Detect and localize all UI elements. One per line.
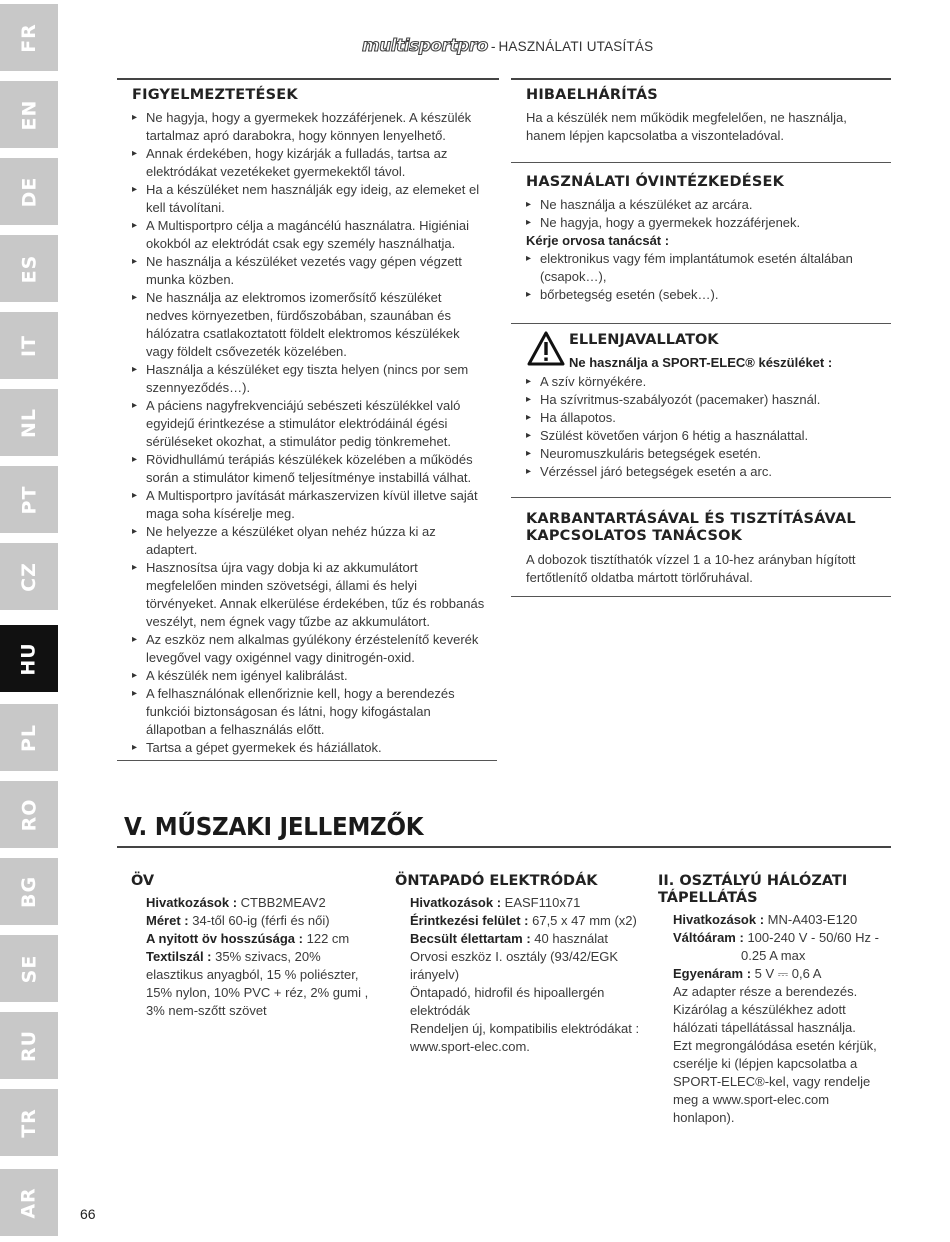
page-header (362, 36, 653, 56)
list-item: ▸ Ne használja az elektromos izomerősítő készüléket nedves környezetben, fürdőszobában, szaunában és hálózatra csatlakoztatott földelt elektromos készülékek vagy földelt csővezeték közelében. (132, 289, 487, 361)
specs-title: V. MŰSZAKI JELLEMZŐK (124, 812, 424, 841)
list-item: ▸ A páciens nagyfrekvenciájú sebészeti készülékkel való egyidejű érintkezése a stimulátor elektródáinál égési sérüléseket okozhat, a stimulátor pedig tönkremehet. (132, 397, 487, 451)
list-item: ▸ Szülést követően várjon 6 hétig a használattal. (526, 427, 888, 445)
precautions-list (526, 196, 888, 232)
list-item: ▸ Neuromuszkuláris betegségek esetén. (526, 445, 888, 463)
troubleshooting-title: HIBAELHÁRÍTÁS (526, 87, 658, 103)
contraindications-subtitle: Ne használja a SPORT-ELEC® készüléket : (569, 355, 833, 370)
doctor-advice-label: Kérje orvosa tanácsát : (526, 233, 670, 248)
lang-tab-bg[interactable]: BG (0, 858, 58, 925)
lang-tab-fr[interactable]: FR (0, 4, 58, 71)
list-item: ▸ Ne hagyja, hogy a gyermekek hozzáférjenek. A készülék tartalmaz apró darabokra, hogy könnyen lenyelhető. (132, 109, 487, 145)
list-item: ▸ Vérzéssel járó betegségek esetén a arc. (526, 463, 888, 481)
lang-tab-en[interactable]: EN (0, 81, 58, 148)
section-rule (511, 78, 891, 80)
belt-title: ÖV (131, 873, 155, 889)
section-rule (511, 162, 891, 163)
brand-logo: multisportpro (362, 36, 488, 56)
list-item: ▸ Ne hagyja, hogy a gyermekek hozzáférjenek. (526, 214, 888, 232)
spec-belt: ÖV Hivatkozások : CTBB2MEAV2 Méret : 34-től 60-ig (férfi és női) A nyitott öv hosszúsága : 122 cm Textilszál : 35% szivacs, 20% elasztikus anyagból, 15 % poliészter, 15% nylon, 10% PVC + réz, 2% gumi , 3% nem-szőtt szövet (131, 873, 371, 1020)
warning-triangle-icon (527, 331, 565, 367)
lang-tab-pt[interactable]: PT (0, 466, 58, 533)
maintenance-title: KARBANTARTÁSÁVAL ÉS TISZTÍTÁSÁVAL KAPCSOLATOS TANÁCSOK (526, 511, 856, 544)
precautions-title: HASZNÁLATI ÓVINTÉZKEDÉSEK (526, 174, 785, 190)
warnings-list (132, 109, 487, 757)
lang-tab-ru[interactable]: RU (0, 1012, 58, 1079)
list-item: ▸ Ha állapotos. (526, 409, 888, 427)
list-item: ▸ Ha szívritmus-szabályozót (pacemaker) használ. (526, 391, 888, 409)
power-title: II. OSZTÁLYÚ HÁLÓZATI TÁPELLÁTÁS (658, 873, 848, 906)
maintenance-text: A dobozok tisztíthatók vízzel 1 a 10-hez arányban hígított fertőtlenítő oldatba mártott törlőruhával. (526, 552, 856, 585)
list-item: ▸ A szív környékére. (526, 373, 888, 391)
lang-tab-tr[interactable]: TR (0, 1089, 58, 1156)
list-item: ▸ A Multisportpro célja a magáncélú használatra. Higiéniai okokból az elektródát csak egy személy használhatja. (132, 217, 487, 253)
section-rule (511, 497, 891, 498)
list-item: ▸ Ha a készüléket nem használják egy ideig, az elemeket el kell távolítani. (132, 181, 487, 217)
section-rule (117, 760, 497, 761)
section-rule (117, 846, 891, 848)
language-sidebar (0, 0, 58, 1242)
section-rule (511, 323, 891, 324)
electrodes-title: ÖNTAPADÓ ELEKTRÓDÁK (395, 873, 598, 889)
lang-tab-de[interactable]: DE (0, 158, 58, 225)
list-item: ▸ bőrbetegség esetén (sebek…). (526, 286, 888, 304)
list-item: ▸ Hasznosítsa újra vagy dobja ki az akkumulátort megfelelően minden szövetségi, állami és helyi törvényeket. Annak elkerülése érdekében, tűz és robbanás veszélyt, nem égnek vagy tűzbe az akkumulátort. (132, 559, 487, 631)
list-item: ▸ Ne használja a készüléket vezetés vagy gépen végzett munka közben. (132, 253, 487, 289)
list-item: ▸ Használja a készüléket egy tiszta helyen (nincs por sem szennyeződés…). (132, 361, 487, 397)
list-item: ▸ A felhasználónak ellenőriznie kell, hogy a berendezés funkciói biztonságosan és látni, hogy kifogástalan állapotban a felhasználás előtt. (132, 685, 487, 739)
page-number: 66 (80, 1206, 96, 1222)
section-rule (511, 596, 891, 597)
lang-tab-es[interactable]: ES (0, 235, 58, 302)
header-separator: - (490, 38, 496, 54)
contraindications-list (526, 373, 888, 481)
section-rule (117, 78, 499, 80)
list-item: ▸ elektronikus vagy fém implantátumok esetén általában (csapok…), (526, 250, 888, 286)
list-item: ▸ Annak érdekében, hogy kizárják a fulladás, tartsa az elektródákat vezetékeket gyermekektől távol. (132, 145, 487, 181)
lang-tab-it[interactable]: IT (0, 312, 58, 379)
list-item: ▸ Rövidhullámú terápiás készülékek közelében a működés során a stimulátor kimenő teljesítménye instabillá válhat. (132, 451, 487, 487)
lang-tab-pl[interactable]: PL (0, 704, 58, 771)
spec-electrodes: ÖNTAPADÓ ELEKTRÓDÁK Hivatkozások : EASF110x71 Érintkezési felület : 67,5 x 47 mm (x2) Becsült élettartam : 40 használat Orvosi eszköz I. osztály (93/42/EGK irányelv) Öntapadó, hidrofil és hipoallergén elektródák Rendeljen új, kompatibilis elektródákat : www.sport-elec.com. (395, 873, 640, 1054)
list-item: ▸ A Multisportpro javítását márkaszervizen kívül illetve saját maga soha kísérelje meg. (132, 487, 487, 523)
list-item: ▸ Ne használja a készüléket az arcára. (526, 196, 888, 214)
lang-tab-ro[interactable]: RO (0, 781, 58, 848)
list-item: ▸ Az eszköz nem alkalmas gyúlékony érzéstelenítő keverék levegővel vagy oxigénnel vagy dinitrogén-oxid. (132, 631, 487, 667)
spec-power-supply: II. OSZTÁLYÚ HÁLÓZATI TÁPELLÁTÁS Hivatkozások : MN-A403-E120 Váltóáram : 100-240 V - 50/60 Hz - 0.25 A max Egyenáram : 5 V ⎓ 0,6 A Az adapter része a berendezés. Kizárólag a készülékhez adott hálózati tápellátással használja. Ezt megrongálódása esetén kérjük, cserélje ki (lépjen kapcsolatba a SPORT-ELEC®-kel, vagy rendelje meg a www.sport-elec.com honlapon). (658, 873, 894, 1127)
list-item: ▸ A készülék nem igényel kalibrálást. (132, 667, 487, 685)
lang-tab-ar[interactable]: AR (0, 1169, 58, 1236)
lang-tab-se[interactable]: SE (0, 935, 58, 1002)
precautions-block (526, 196, 888, 304)
header-title: HASZNÁLATI UTASÍTÁS (498, 38, 654, 54)
lang-tab-nl[interactable]: NL (0, 389, 58, 456)
lang-tab-cz[interactable]: CZ (0, 543, 58, 610)
warnings-title: FIGYELMEZTETÉSEK (132, 87, 298, 103)
doctor-advice-list (526, 250, 888, 304)
lang-tab-hu[interactable]: HU (0, 625, 58, 692)
contraindications-title: ELLENJAVALLATOK (569, 332, 719, 348)
troubleshooting-text: Ha a készülék nem működik megfelelően, ne használja, hanem lépjen kapcsolatba a viszonteladóval. (526, 110, 847, 143)
list-item: ▸ Tartsa a gépet gyermekek és háziállatok. (132, 739, 487, 757)
list-item: ▸ Ne helyezze a készüléket olyan nehéz húzza ki az adaptert. (132, 523, 487, 559)
